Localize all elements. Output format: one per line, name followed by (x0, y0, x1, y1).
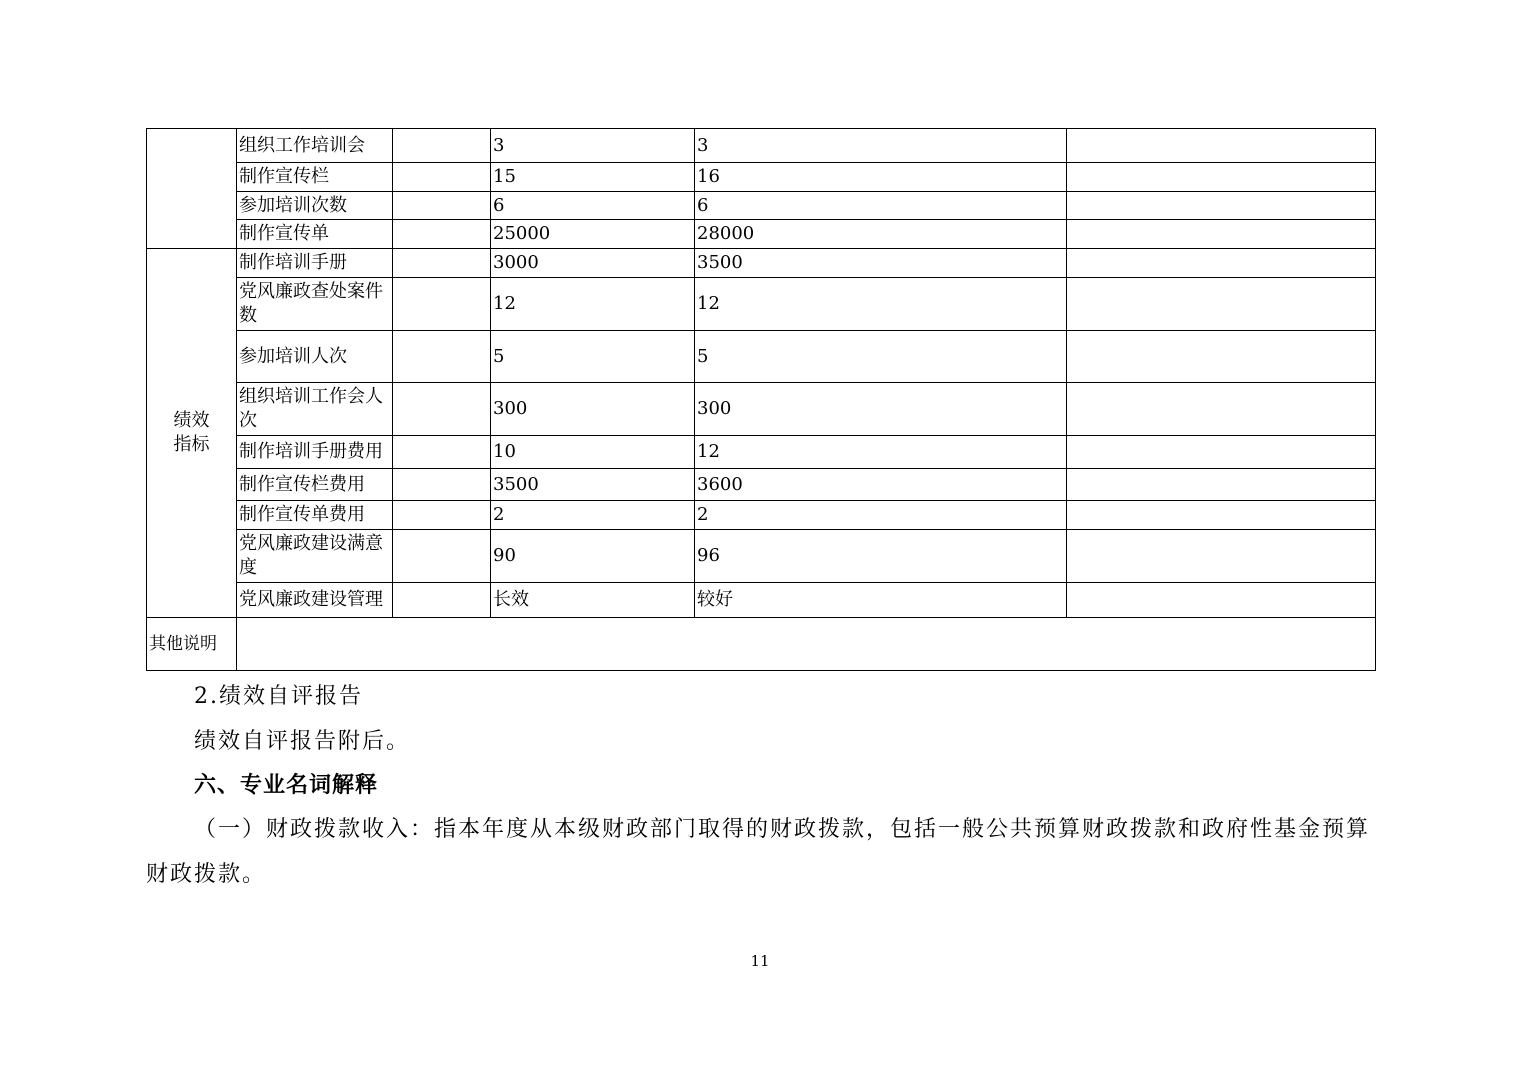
blank-cell (393, 163, 491, 192)
target-value: 300 (491, 383, 695, 436)
target-value: 90 (491, 530, 695, 583)
indicator-name: 制作培训手册 (237, 249, 393, 278)
remark-cell (1067, 530, 1376, 583)
actual-value: 3 (695, 129, 1067, 163)
target-value: 5 (491, 331, 695, 383)
target-value: 3500 (491, 469, 695, 501)
other-notes-label: 其他说明 (147, 618, 237, 671)
indicator-name: 制作培训手册费用 (237, 436, 393, 469)
remark-cell (1067, 469, 1376, 501)
target-value: 3000 (491, 249, 695, 278)
remark-cell (1067, 583, 1376, 618)
category-label-line2: 指标 (173, 434, 210, 455)
remark-cell (1067, 278, 1376, 331)
definition-paragraph: （一）财政拨款收入：指本年度从本级财政部门取得的财政拨款，包括一般公共预算财政拨款和政府性基金预算财政拨款。 (146, 817, 1371, 887)
table-row (147, 436, 1376, 469)
table-row (147, 220, 1376, 249)
blank-cell (393, 436, 491, 469)
target-value: 25000 (491, 220, 695, 249)
blank-cell (393, 249, 491, 278)
target-value: 2 (491, 501, 695, 530)
performance-indicator-table (146, 128, 1376, 671)
page-number: 11 (750, 952, 770, 970)
actual-value: 96 (695, 530, 1067, 583)
table-row (147, 383, 1376, 436)
actual-value: 300 (695, 383, 1067, 436)
table-row (147, 583, 1376, 618)
blank-cell (393, 278, 491, 331)
remark-cell (1067, 249, 1376, 278)
indicator-name: 制作宣传单 (237, 220, 393, 249)
actual-value: 6 (695, 192, 1067, 220)
actual-value: 12 (695, 436, 1067, 469)
blank-cell (393, 129, 491, 163)
remark-cell (1067, 501, 1376, 530)
actual-value: 28000 (695, 220, 1067, 249)
remark-cell (1067, 436, 1376, 469)
target-value: 长效 (491, 583, 695, 618)
category-label-line1: 绩效 (173, 410, 210, 431)
indicator-name: 党风廉政建设管理 (237, 583, 393, 618)
actual-value: 12 (695, 278, 1067, 331)
blank-cell (393, 192, 491, 220)
section-heading: 六、专业名词解释 (194, 773, 379, 798)
actual-value: 2 (695, 501, 1067, 530)
subheading: 2.绩效自评报告 (194, 684, 363, 709)
other-notes-value (237, 618, 1376, 671)
remark-cell (1067, 331, 1376, 383)
indicator-name: 党风廉政建设满意度 (237, 530, 393, 583)
target-value: 12 (491, 278, 695, 331)
actual-value: 3500 (695, 249, 1067, 278)
indicator-name: 制作宣传栏费用 (237, 469, 393, 501)
indicator-name: 制作宣传栏 (237, 163, 393, 192)
blank-cell (393, 383, 491, 436)
other-notes-row (147, 618, 1376, 671)
target-value: 3 (491, 129, 695, 163)
blank-cell (393, 220, 491, 249)
blank-cell (393, 501, 491, 530)
category-cell-empty (147, 129, 237, 249)
table-row (147, 163, 1376, 192)
actual-value: 5 (695, 331, 1067, 383)
table-row (147, 501, 1376, 530)
actual-value: 较好 (695, 583, 1067, 618)
blank-cell (393, 331, 491, 383)
table-row (147, 469, 1376, 501)
category-cell (147, 249, 237, 618)
remark-cell (1067, 192, 1376, 220)
table-row (147, 331, 1376, 383)
indicator-name: 组织培训工作会人次 (237, 383, 393, 436)
table-row (147, 129, 1376, 163)
indicator-name: 党风廉政查处案件数 (237, 278, 393, 331)
target-value: 6 (491, 192, 695, 220)
indicator-name: 组织工作培训会 (237, 129, 393, 163)
actual-value: 3600 (695, 469, 1067, 501)
body-sentence: 绩效自评报告附后。 (194, 729, 411, 754)
blank-cell (393, 583, 491, 618)
indicator-name: 制作宣传单费用 (237, 501, 393, 530)
target-value: 10 (491, 436, 695, 469)
indicator-name: 参加培训人次 (237, 331, 393, 383)
remark-cell (1067, 129, 1376, 163)
table-row (147, 249, 1376, 278)
blank-cell (393, 469, 491, 501)
remark-cell (1067, 220, 1376, 249)
blank-cell (393, 530, 491, 583)
table-row (147, 530, 1376, 583)
actual-value: 16 (695, 163, 1067, 192)
indicator-name: 参加培训次数 (237, 192, 393, 220)
target-value: 15 (491, 163, 695, 192)
remark-cell (1067, 163, 1376, 192)
remark-cell (1067, 383, 1376, 436)
table-row (147, 278, 1376, 331)
table-row (147, 192, 1376, 220)
